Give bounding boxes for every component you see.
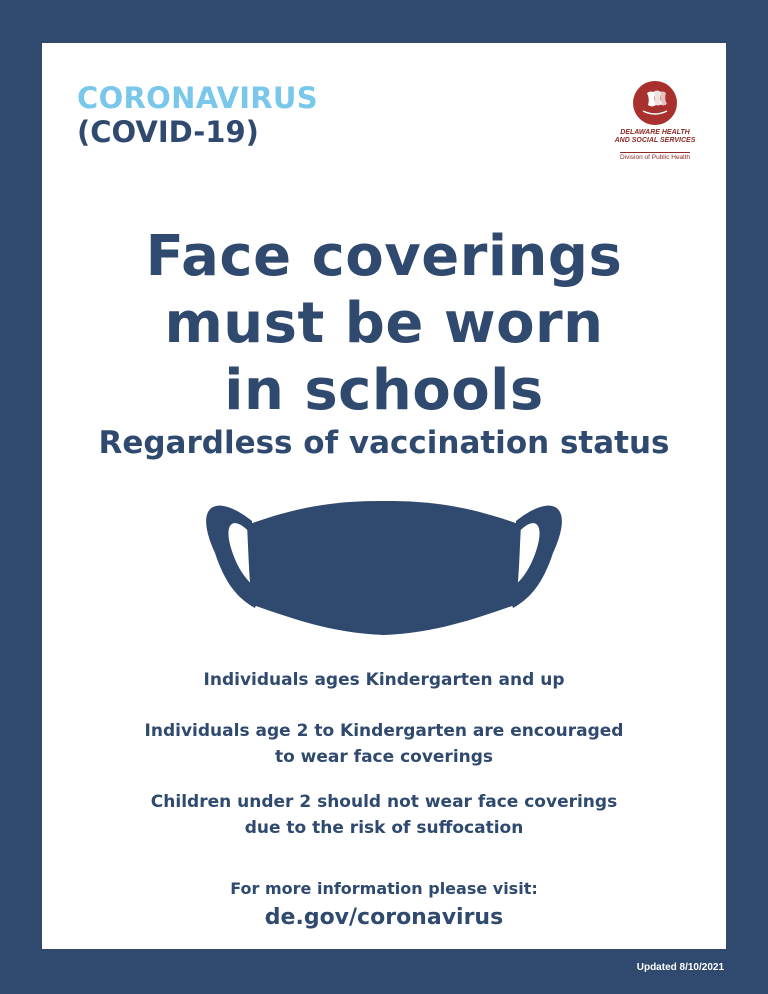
headline	[42, 223, 726, 424]
info-line: Children under 2 should not wear face coverings	[150, 792, 618, 812]
info-age-2-to-kindergarten	[42, 718, 726, 770]
headline-line2: must be worn	[164, 291, 604, 356]
logo-text	[610, 129, 700, 144]
visit-url-link[interactable]: de.gov/coronavirus	[264, 905, 504, 930]
info-under-2	[42, 789, 726, 841]
headline-line1: Face coverings	[145, 224, 623, 289]
logo-line2: AND SOCIAL SERVICES	[614, 136, 696, 144]
headline-line3: in schools	[224, 358, 544, 423]
logo-subline: Division of Public Health	[619, 154, 691, 161]
face-mask-icon	[197, 483, 571, 647]
covid-title-line1: CORONAVIRUS	[77, 81, 318, 115]
dhss-logo	[610, 81, 700, 163]
poster-panel	[42, 43, 726, 949]
logo-line1: DELAWARE HEALTH	[620, 129, 690, 136]
info-line: to wear face coverings	[274, 747, 494, 767]
info-line: due to the risk of suffocation	[244, 818, 524, 838]
subheadline: Regardless of vaccination status	[98, 425, 670, 461]
info-line: Individuals age 2 to Kindergarten are encouraged	[144, 721, 624, 741]
info-line: Individuals ages Kindergarten and up	[203, 670, 565, 690]
dhss-seal-icon	[633, 81, 677, 125]
visit-label: For more information please visit:	[230, 879, 538, 898]
info-kindergarten	[42, 667, 726, 693]
covid-title	[77, 81, 318, 149]
covid-title-line2: (COVID-19)	[77, 115, 259, 149]
updated-date: Updated 8/10/2021	[636, 962, 724, 973]
